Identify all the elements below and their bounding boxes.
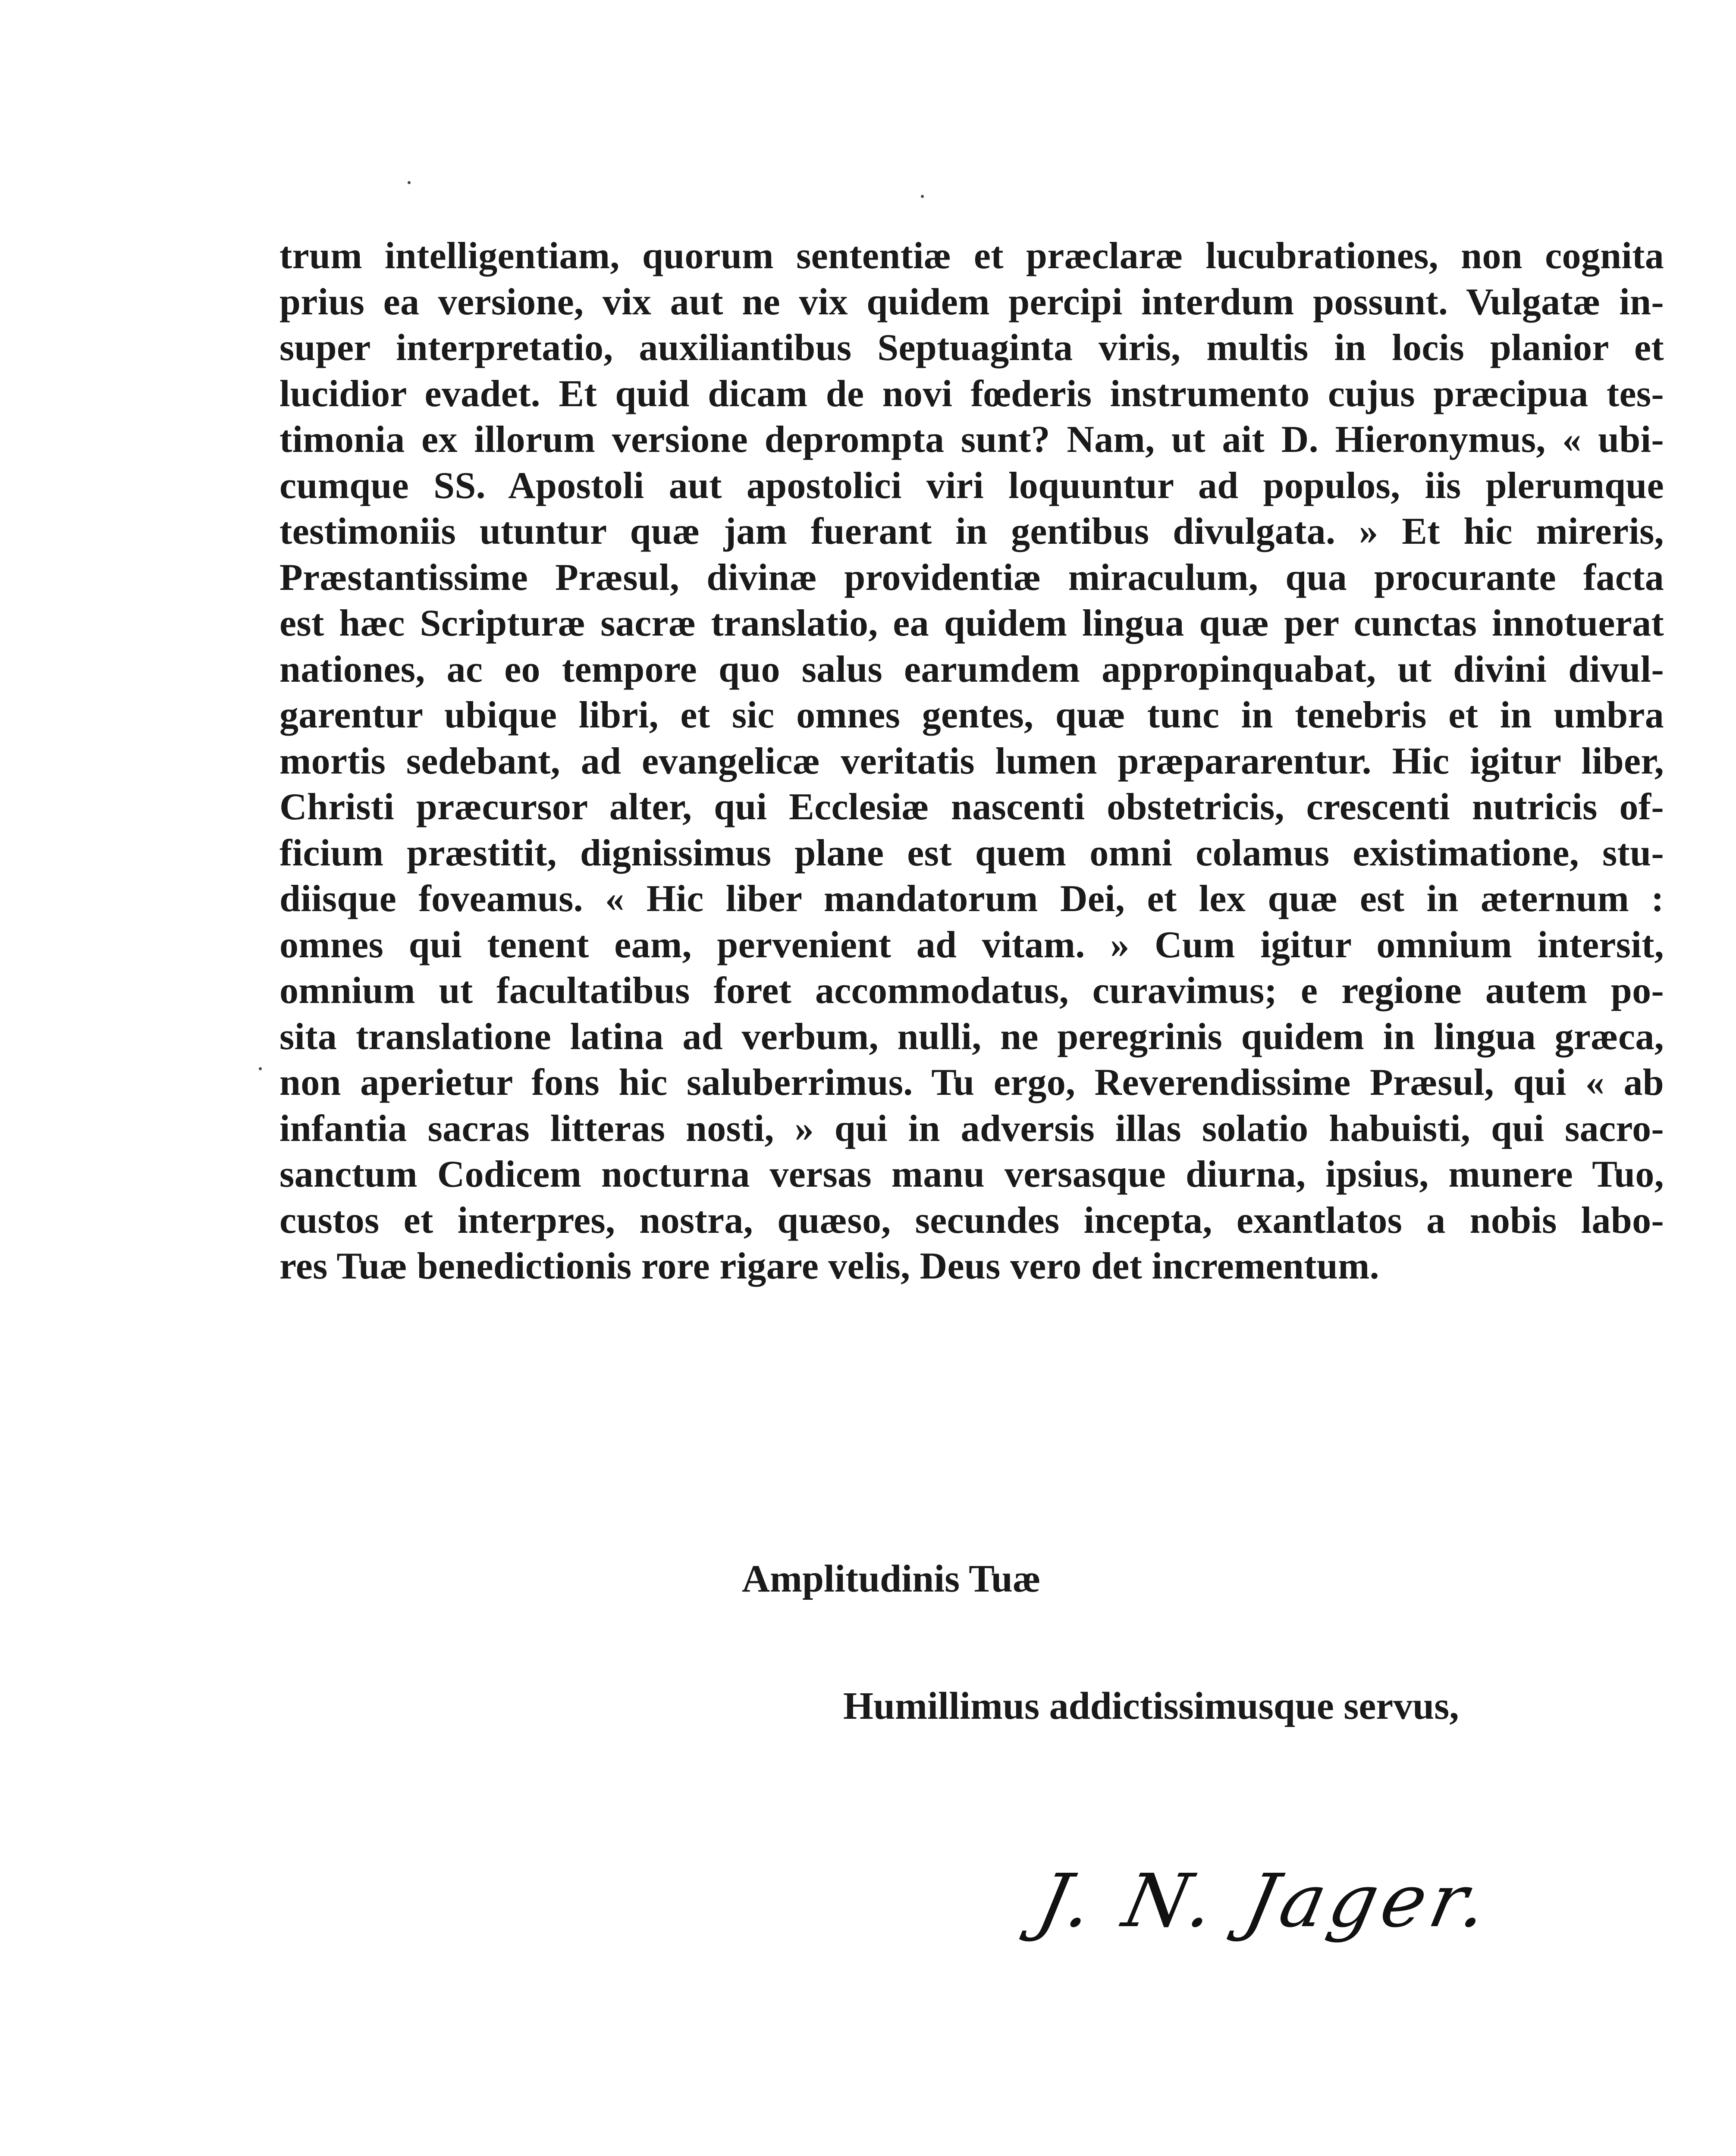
text-line: garentur ubique libri, et sic omnes gentes, quæ tunc in tenebris et in umbra — [279, 694, 1664, 736]
text-line: cumque SS. Apostoli aut apostolici viri loquuntur ad populos, iis plerumque — [279, 464, 1664, 507]
text-line: est hæc Scripturæ sacræ translatio, ea quidem lingua quæ per cunctas innotuerat — [279, 602, 1664, 644]
text-line: Præstantissime Præsul, divinæ providentiæ miraculum, qua procurante facta — [279, 556, 1664, 599]
text-line: mortis sedebant, ad evangelicæ veritatis lumen præpararentur. Hic igitur liber, — [279, 740, 1664, 782]
text-line: nationes, ac eo tempore quo salus earumdem appropinquabat, ut divini divul- — [279, 648, 1664, 690]
text-line: omnes qui tenent eam, pervenient ad vitam. » Cum igitur omnium intersit, — [279, 924, 1664, 966]
closing-servant: Humillimus addictissimusque servus, — [843, 1685, 1459, 1727]
signature: J. N. Jager. — [1030, 1858, 1501, 1944]
print-speck — [259, 1067, 262, 1070]
text-line: prius ea versione, vix aut ne vix quidem percipi interdum possunt. Vulgatæ in- — [279, 281, 1664, 323]
text-line: lucidior evadet. Et quid dicam de novi fœderis instrumento cujus præcipua tes- — [279, 373, 1664, 415]
text-line: sanctum Codicem nocturna versas manu versasque diurna, ipsius, munere Tuo, — [279, 1153, 1664, 1195]
text-line: super interpretatio, auxiliantibus Septuaginta viris, multis in locis planior et — [279, 327, 1664, 369]
body-paragraph — [279, 233, 1664, 1290]
text-line: Christi præcursor alter, qui Ecclesiæ nascenti obstetricis, crescenti nutricis of- — [279, 786, 1664, 828]
text-line: sita translatione latina ad verbum, nulli, ne peregrinis quidem in lingua græca, — [279, 1015, 1664, 1058]
text-line: infantia sacras litteras nosti, » qui in adversis illas solatio habuisti, qui sacro- — [279, 1107, 1664, 1150]
text-line: custos et interpres, nostra, quæso, secundes incepta, exantlatos a nobis labo- — [279, 1199, 1664, 1241]
text-line: timonia ex illorum versione deprompta sunt? Nam, ut ait D. Hieronymus, « ubi- — [279, 419, 1664, 461]
text-line: diisque foveamus. « Hic liber mandatorum Dei, et lex quæ est in æternum : — [279, 878, 1664, 920]
text-line: omnium ut facultatibus foret accommodatus, curavimus; e regione autem po- — [279, 970, 1664, 1012]
text-line: res Tuæ benedictionis rore rigare velis, Deus vero det incrementum. — [279, 1245, 1379, 1287]
print-speck — [408, 181, 411, 184]
closing-salutation: Amplitudinis Tuæ — [742, 1557, 1041, 1600]
print-speck — [921, 195, 924, 198]
text-line: non aperietur fons hic saluberrimus. Tu ergo, Reverendissime Præsul, qui « ab — [279, 1062, 1664, 1103]
text-line: trum intelligentiam, quorum sententiæ et præclaræ lucubrationes, non cognita — [279, 235, 1664, 277]
text-line: testimoniis utuntur quæ jam fuerant in gentibus divulgata. » Et hic mireris, — [279, 511, 1664, 552]
text-line: ficium præstitit, dignissimus plane est quem omni colamus existimatione, stu- — [279, 832, 1664, 874]
